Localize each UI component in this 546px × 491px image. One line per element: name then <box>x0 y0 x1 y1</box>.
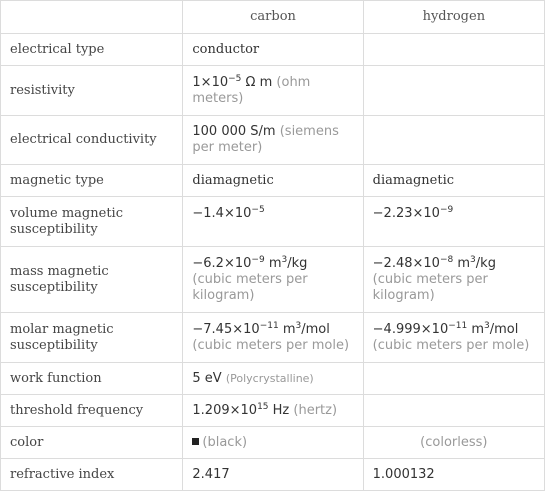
exponent: −9 <box>439 205 454 215</box>
unit-note: (hertz) <box>293 402 338 418</box>
row-label: mass magnetic susceptibility <box>1 247 183 313</box>
mantissa: −7.45 <box>192 321 233 337</box>
row-label: resistivity <box>1 66 183 116</box>
base: 10 <box>211 74 229 90</box>
cell-hydrogen <box>363 313 544 363</box>
unit-note: (cubic meters per mole) <box>372 337 530 353</box>
base: 10 <box>423 255 440 271</box>
base: 10 <box>234 206 252 221</box>
unit-tail: /mol <box>489 321 519 337</box>
color-note: (colorless) <box>420 434 488 450</box>
exponent: −8 <box>439 254 454 265</box>
unit-note: (cubic meters per kilogram) <box>192 271 308 303</box>
times-sign: × <box>200 74 212 90</box>
row-label: volume magnetic susceptibility <box>1 197 183 247</box>
cell-hydrogen <box>363 116 544 165</box>
cell-hydrogen <box>363 427 544 459</box>
cell-hydrogen <box>363 247 544 313</box>
unit: m <box>471 321 485 337</box>
base: 10 <box>240 402 258 418</box>
header-empty <box>1 1 183 34</box>
unit-tail: /kg <box>475 255 496 271</box>
cell-carbon <box>183 66 363 116</box>
row-color <box>1 427 545 459</box>
cell-carbon: conductor <box>183 34 363 66</box>
cell-hydrogen <box>363 395 544 427</box>
cell-carbon <box>183 116 363 165</box>
cell-hydrogen <box>363 66 544 116</box>
mantissa: −1.4 <box>192 206 224 221</box>
base: 10 <box>431 321 449 337</box>
value: 5 eV <box>192 370 222 386</box>
unit: Hz <box>272 402 290 418</box>
unit: m <box>282 321 296 337</box>
mantissa: −2.48 <box>372 255 413 271</box>
base: 10 <box>423 206 440 221</box>
mantissa: 1.209 <box>192 402 230 418</box>
exponent: −11 <box>448 320 468 331</box>
unit-exponent: 3 <box>484 320 490 331</box>
cell-carbon <box>183 427 363 459</box>
unit-tail: /mol <box>301 321 330 337</box>
row-electrical-type <box>1 34 545 66</box>
times-sign: × <box>232 321 244 337</box>
base: 10 <box>234 255 252 271</box>
times-sign: × <box>412 255 424 271</box>
header-row <box>1 1 545 34</box>
row-label: color <box>1 427 183 459</box>
exponent: 15 <box>257 401 269 412</box>
base: 10 <box>243 321 260 337</box>
mantissa: −4.999 <box>372 321 421 337</box>
row-label: work function <box>1 363 183 395</box>
row-threshold-frequency <box>1 395 545 427</box>
cell-hydrogen <box>363 197 544 247</box>
cell-carbon <box>183 197 363 247</box>
header-hydrogen: hydrogen <box>363 1 544 34</box>
unit: m <box>457 255 471 271</box>
row-refractive-index <box>1 459 545 491</box>
cell-carbon <box>183 363 363 395</box>
cell-hydrogen <box>363 34 544 66</box>
row-work-function <box>1 363 545 395</box>
mantissa: 1 <box>192 74 201 90</box>
unit-tail: /kg <box>287 255 308 271</box>
times-sign: × <box>223 206 235 221</box>
unit-exponent: 3 <box>281 254 288 265</box>
cell-carbon: 2.417 <box>183 459 363 491</box>
cell-hydrogen: diamagnetic <box>363 165 544 197</box>
unit-note: (Polycrystalline) <box>225 371 314 385</box>
cell-carbon: diamagnetic <box>183 165 363 197</box>
value: 100 000 S/m <box>192 124 276 139</box>
row-volume-magnetic-susceptibility <box>1 197 545 247</box>
times-sign: × <box>412 206 424 221</box>
cell-carbon <box>183 395 363 427</box>
header-carbon: carbon <box>183 1 363 34</box>
exponent: −11 <box>259 320 279 331</box>
cell-carbon <box>183 313 363 363</box>
exponent: −9 <box>251 254 265 265</box>
row-label: refractive index <box>1 459 183 491</box>
row-label: electrical type <box>1 34 183 66</box>
unit-exponent: 3 <box>470 254 476 265</box>
cell-carbon <box>183 247 363 313</box>
exponent: −5 <box>251 205 265 215</box>
row-label: electrical conductivity <box>1 116 183 165</box>
row-label: magnetic type <box>1 165 183 197</box>
row-magnetic-type <box>1 165 545 197</box>
times-sign: × <box>223 255 235 271</box>
unit-exponent: 3 <box>295 320 302 331</box>
unit: m <box>268 255 282 271</box>
times-sign: × <box>420 321 432 337</box>
row-mass-magnetic-susceptibility <box>1 247 545 313</box>
row-molar-magnetic-susceptibility <box>1 313 545 363</box>
color-note: (black) <box>202 434 248 450</box>
unit-note: (siemens per meter) <box>192 124 339 155</box>
exponent: −5 <box>228 73 242 84</box>
row-label: molar magnetic susceptibility <box>1 313 183 363</box>
times-sign: × <box>229 402 241 418</box>
row-label: threshold frequency <box>1 395 183 427</box>
row-electrical-conductivity <box>1 116 545 165</box>
cell-hydrogen <box>363 363 544 395</box>
mantissa: −6.2 <box>192 255 224 271</box>
unit-note: (cubic meters per mole) <box>192 337 350 353</box>
cell-hydrogen: 1.000132 <box>363 459 544 491</box>
unit: Ω m <box>245 74 273 90</box>
unit-note: (ohm meters) <box>192 74 311 106</box>
mantissa: −2.23 <box>372 206 413 221</box>
row-resistivity <box>1 66 545 116</box>
color-swatch <box>192 438 199 445</box>
unit-note: (cubic meters per kilogram) <box>372 271 488 303</box>
